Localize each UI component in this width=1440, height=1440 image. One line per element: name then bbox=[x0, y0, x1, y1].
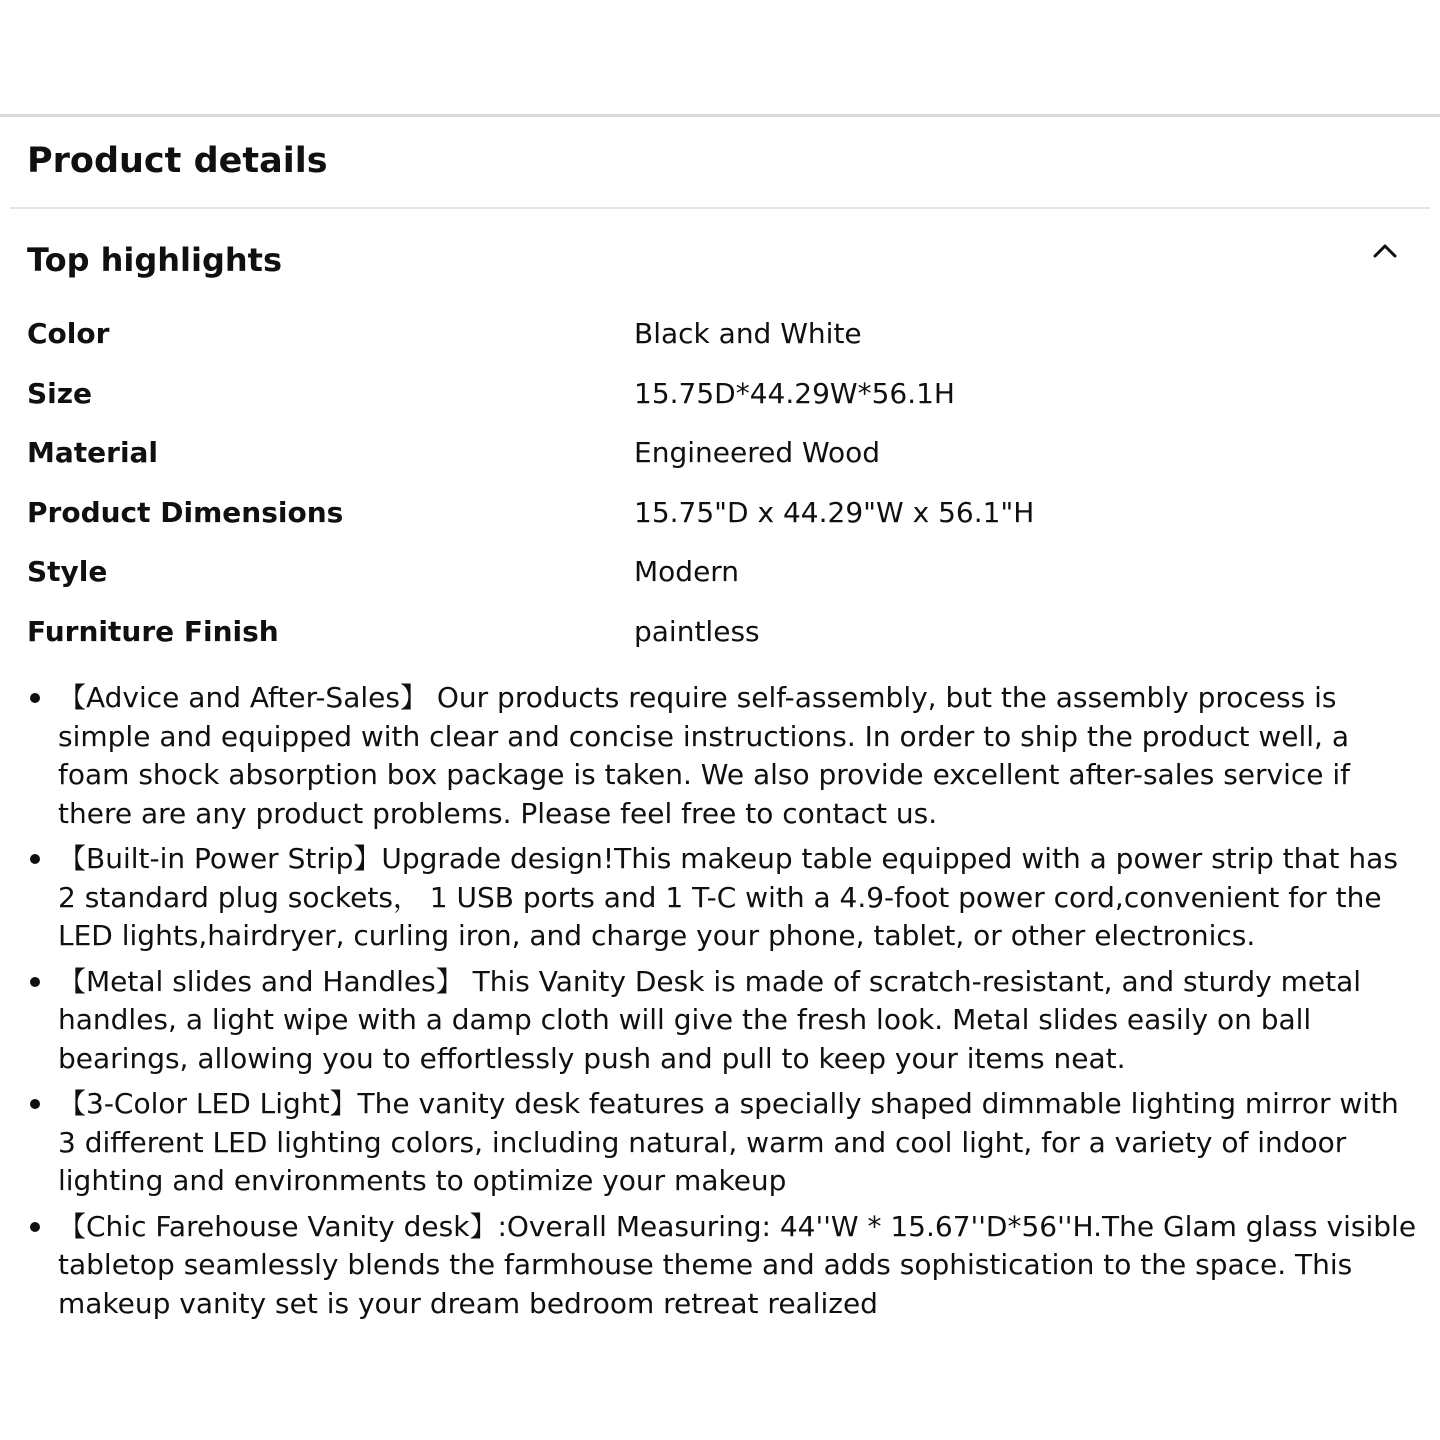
feature-bullet bbox=[28, 840, 1420, 956]
feature-bullet bbox=[28, 679, 1420, 833]
attribute-value: Modern bbox=[634, 555, 740, 588]
bullet-point-icon bbox=[30, 854, 40, 864]
attribute-value: Black and White bbox=[634, 317, 862, 350]
top-highlights-expander[interactable] bbox=[0, 230, 1440, 294]
top-divider bbox=[0, 114, 1440, 117]
top-highlights-heading: Top highlights bbox=[27, 241, 283, 279]
bullet-point-icon bbox=[30, 977, 40, 987]
feature-bullet-text: 【Chic Farehouse Vanity desk】:Overall Measuring: 44''W * 15.67''D*56''H.The Glam glass visible tabletop seamlessly blends the farmhouse theme and adds sophistication to the space. This makeup vanity set is your dream bedroom retreat realized bbox=[58, 1209, 1417, 1320]
feature-bullet bbox=[28, 1208, 1420, 1324]
feature-bullet-text: 【3-Color LED Light】The vanity desk features a specially shaped dimmable lighting mirror with 3 different LED lighting colors, including natural, warm and cool light, for a variety of indoor lighting and environments to optimize your makeup bbox=[58, 1087, 1399, 1197]
section-divider bbox=[10, 207, 1430, 209]
feature-bullet-text: 【Advice and After-Sales】 Our products require self-assembly, but the assembly process is simple and equipped with clear and concise instructions. In order to ship the product well, a foam shock absorption box package is taken. We also provide excellent after-sales service if there are any product problems. Please feel free to contact us. bbox=[58, 681, 1351, 830]
highlights-table bbox=[27, 307, 1417, 664]
attribute-value: Engineered Wood bbox=[634, 436, 881, 469]
bullet-point-icon bbox=[30, 1222, 40, 1232]
product-details-heading: Product details bbox=[27, 141, 328, 181]
attribute-value: 15.75D*44.29W*56.1H bbox=[634, 376, 955, 410]
attribute-label: Furniture Finish bbox=[27, 614, 279, 648]
attribute-label: Color bbox=[27, 317, 110, 350]
attribute-row-product-dimensions bbox=[27, 486, 1417, 546]
bullet-point-icon bbox=[30, 1099, 40, 1109]
attribute-label: Size bbox=[27, 376, 93, 410]
bullet-point-icon bbox=[30, 693, 40, 703]
feature-bullet-text: 【Built-in Power Strip】Upgrade design!This makeup table equipped with a power strip that has 2 standard plug sockets， 1 USB ports and 1 T-C with a 4.9-foot power cord,convenient for the LED lights,hairdryer, curling iron, and charge your phone, tablet, or other electronics. bbox=[58, 842, 1398, 952]
attribute-label: Style bbox=[27, 555, 108, 588]
attribute-value: paintless bbox=[634, 614, 760, 648]
feature-bullet bbox=[28, 1085, 1420, 1201]
feature-bullet-list bbox=[28, 679, 1420, 1330]
attribute-row-material bbox=[27, 426, 1417, 486]
feature-bullet bbox=[28, 963, 1420, 1079]
attribute-row-size bbox=[27, 367, 1417, 427]
attribute-value: 15.75"D x 44.29"W x 56.1"H bbox=[634, 495, 1035, 529]
attribute-label: Material bbox=[27, 436, 159, 469]
attribute-label: Product Dimensions bbox=[27, 495, 344, 529]
attribute-row-furniture-finish bbox=[27, 605, 1417, 665]
attribute-row-color bbox=[27, 307, 1417, 367]
attribute-row-style bbox=[27, 545, 1417, 605]
chevron-up-icon[interactable] bbox=[1372, 240, 1398, 260]
feature-bullet-text: 【Metal slides and Handles】 This Vanity Desk is made of scratch-resistant, and sturdy metal handles, a light wipe with a damp cloth will give the fresh look. Metal slides easily on ball bearings, allowing you to effortlessly push and pull to keep your items neat. bbox=[58, 964, 1362, 1075]
